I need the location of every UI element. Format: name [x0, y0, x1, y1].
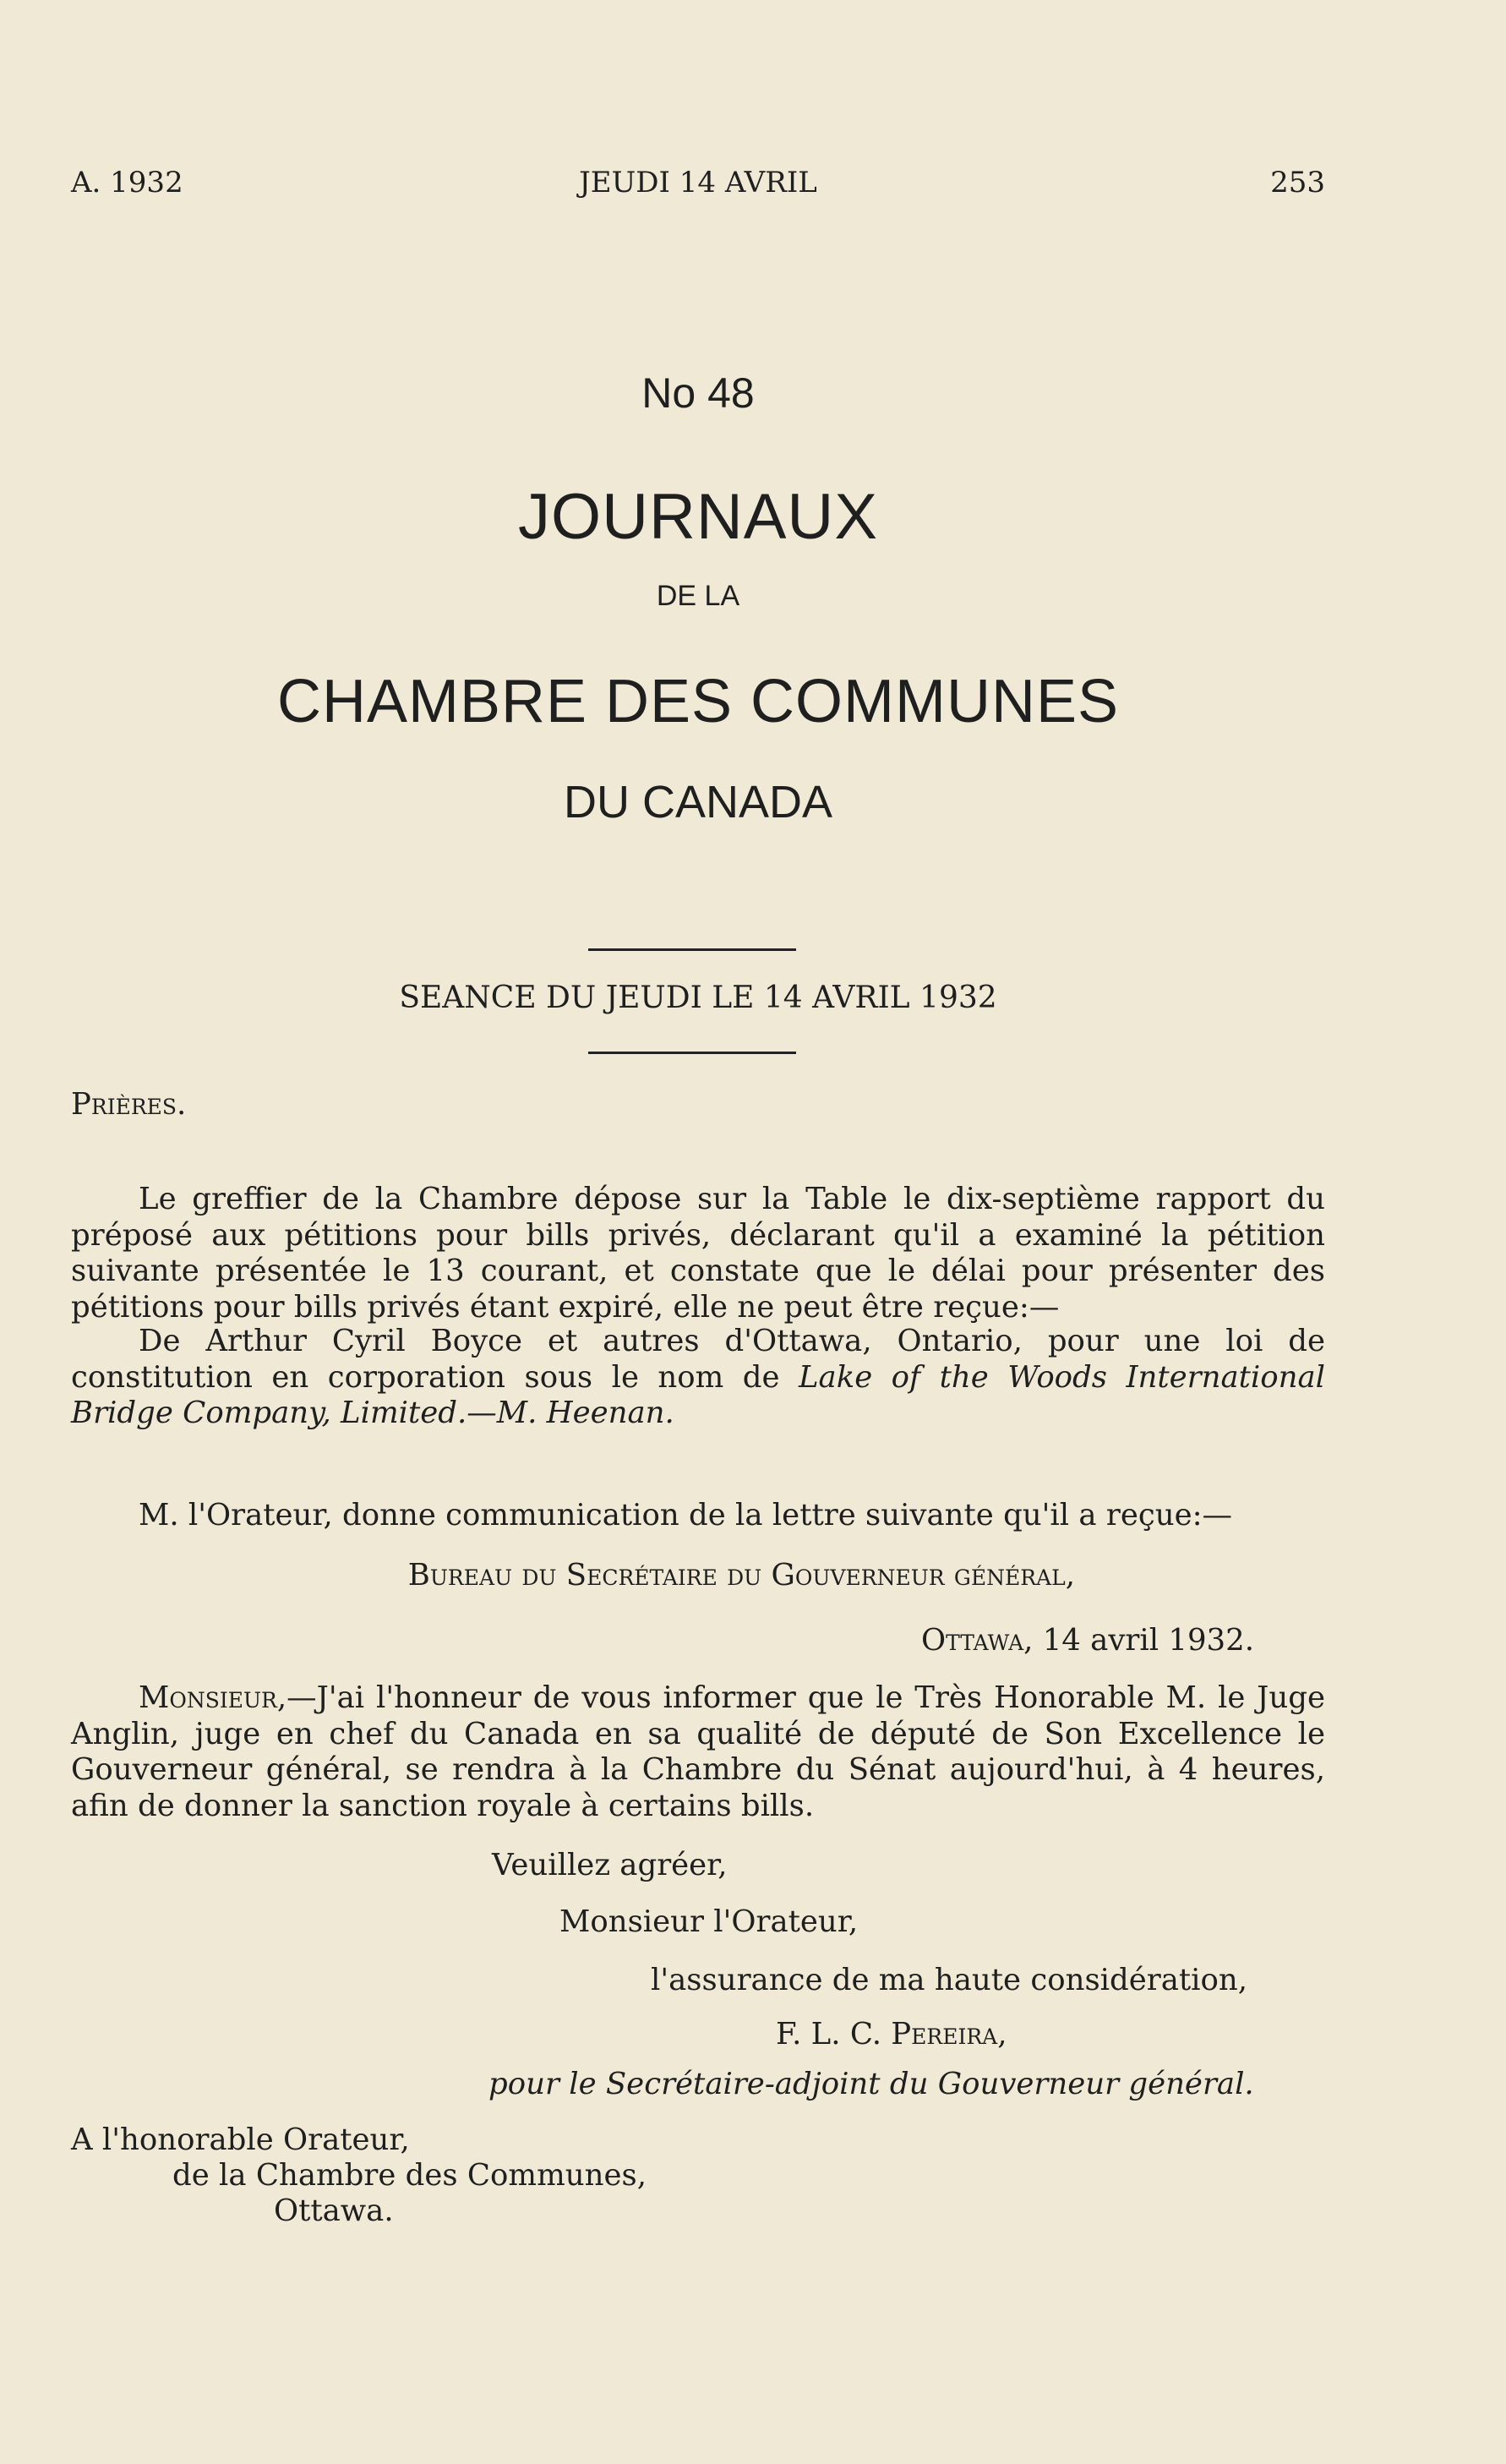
letter-place: Ottawa,: [921, 1623, 1034, 1658]
header-date: JEUDI 14 AVRIL: [579, 166, 817, 199]
running-header: [71, 162, 1325, 203]
letter-closing-2: Monsieur l'Orateur,: [559, 1904, 859, 1939]
journal-title: JOURNAUX: [517, 481, 879, 553]
letter-closing-1: Veuillez agréer,: [492, 1848, 728, 1882]
letter-signatory-title: pour le Secrétaire-adjoint du Gouverneur général.: [488, 2067, 1254, 2101]
letter-body-text: —J'ai l'honneur de vous informer que le Très Honorable M. le Juge Anglin, juge en chef du Canada en sa qualité de député de Son Excellence le Gouverneur général, se rendra à la Chambre du Sénat aujourd'hui, à 4 heures, afin de donner la sanction royale à certains bills.: [71, 1680, 1325, 1823]
issue-number: No 48: [641, 369, 755, 417]
letter-date: 14 avril 1932.: [1033, 1623, 1254, 1658]
company-name: Lake of the Woods International Bridge Company, Limited.: [71, 1359, 1325, 1430]
rule-below-session: [588, 1052, 796, 1054]
petition-mover: —M. Heenan.: [467, 1396, 674, 1430]
speaker-communication-paragraph: M. l'Orateur, donne communication de la lettre suivante qu'il a reçue:—: [139, 1498, 1233, 1532]
letter-closing-3: l'assurance de ma haute considération,: [651, 1963, 1248, 1997]
session-heading: SEANCE DU JEUDI LE 14 AVRIL 1932: [399, 981, 997, 1015]
country-name: DU CANADA: [563, 777, 833, 828]
page-number: 253: [1270, 166, 1325, 199]
address-line-2: de la Chambre des Communes,: [172, 2158, 647, 2193]
house-name: CHAMBRE DES COMMUNES: [276, 668, 1120, 735]
letter-body: [71, 1680, 1325, 1824]
letter-dateline: [921, 1623, 1254, 1659]
title-connector: DE LA: [656, 580, 740, 612]
letter-office: Bureau du Secrétaire du Gouverneur général,: [407, 1558, 1075, 1593]
letter-signatory: F. L. C. Pereira,: [776, 2017, 1007, 2052]
address-line-1: A l'honorable Orateur,: [71, 2123, 410, 2157]
masthead: [71, 363, 1325, 832]
prayers-heading: Prières.: [71, 1087, 187, 1122]
rule-above-session: [588, 948, 796, 951]
petition-paragraph: [71, 1324, 1325, 1432]
petition-report-paragraph: Le greffier de la Chambre dépose sur la Table le dix-septième rapport du préposé aux pétitions pour bills privés, déclarant qu'il a examiné la pétition suivante présentée le 13 courant, et constate que le délai pour présenter des pétitions pour bills privés étant expiré, elle ne peut être reçue:—: [71, 1182, 1325, 1325]
letter-salutation: Monsieur,: [139, 1680, 287, 1715]
header-year: A. 1932: [71, 166, 183, 199]
address-line-3: Ottawa.: [274, 2194, 394, 2228]
petition-text: De Arthur Cyril Boyce et autres d'Ottawa, Ontario, pour une loi de constitution en corporation sous le nom de: [71, 1324, 1325, 1395]
